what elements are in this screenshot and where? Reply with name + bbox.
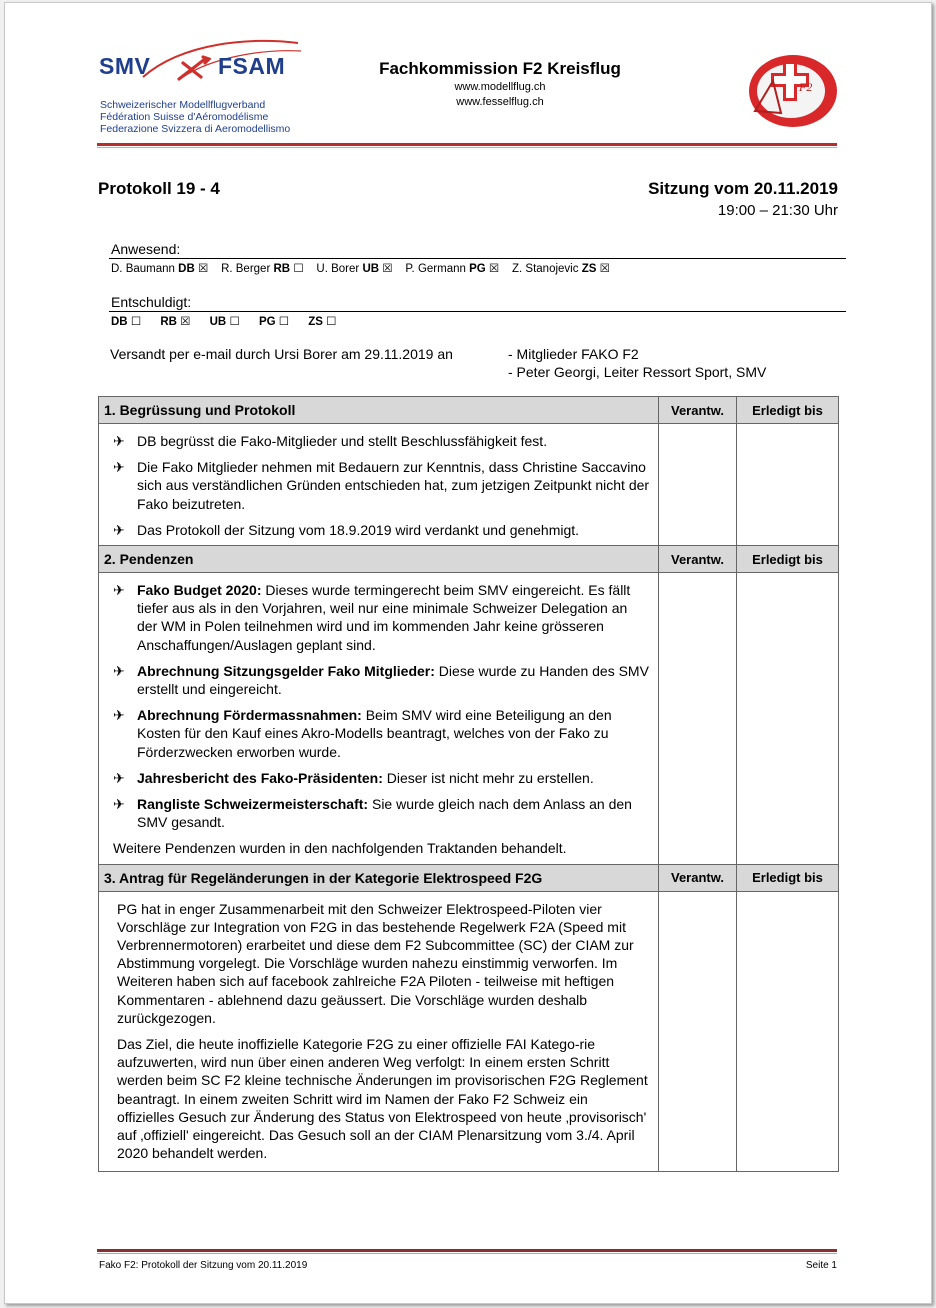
item-text: Das Protokoll der Sitzung vom 18.9.2019 wird verdankt und genehmigt. <box>137 521 580 538</box>
document-page <box>4 2 932 1304</box>
present-checkbox: ☒ <box>599 263 610 275</box>
excused-code: RB <box>160 316 177 328</box>
distribution-recipient: - Peter Georgi, Leiter Ressort Sport, SMV <box>508 364 767 380</box>
airplane-bullet-icon: ✈ <box>113 433 125 449</box>
excused-code: UB <box>209 316 227 328</box>
airplane-bullet-icon: ✈ <box>113 459 125 476</box>
done-by-cell <box>737 573 839 865</box>
fako-f2-logo-icon <box>743 51 839 131</box>
present-checkbox: ☒ <box>488 263 500 275</box>
airplane-logo-icon <box>175 55 211 83</box>
section-title: 1. Begrüssung und Protokoll <box>99 397 659 424</box>
org-name-de: Schweizerischer Modellflugverband <box>100 99 266 111</box>
item-text: Sie wurde gleich nach dem Anlass an den SMV gesandt. <box>137 796 632 831</box>
list-item <box>113 458 650 513</box>
item-text: DB begrüsst die Fako-Mitglieder und stellt Beschlussfähigkeit fest. <box>137 433 548 449</box>
item-text: Diese wurde zu Handen des SMV erstellt und eingereicht. <box>137 662 649 698</box>
present-name: D. Baumann <box>111 263 175 275</box>
meeting-time: 19:00 – 21:30 Uhr <box>717 202 838 219</box>
present-checkbox: ☒ <box>382 263 393 275</box>
list-item <box>113 581 650 654</box>
list-item <box>113 706 650 761</box>
header-title: Fachkommission F2 Kreisflug <box>379 59 621 78</box>
section-title: 3. Antrag für Regeländerungen in der Kategorie Elektrospeed F2G <box>99 864 659 891</box>
item-text: Dieser ist nicht mehr zu erstellen. <box>382 769 594 786</box>
footer-rule <box>97 1249 837 1252</box>
airplane-bullet-icon: ✈ <box>113 769 125 786</box>
excused-checkbox: ☐ <box>130 316 142 328</box>
present-name: R. Berger <box>221 263 271 275</box>
section-header-row <box>99 546 839 573</box>
section-content <box>99 424 659 546</box>
fsam-logo-text: FSAM <box>218 53 286 79</box>
meeting-date: Sitzung vom 20.11.2019 <box>648 179 838 198</box>
col-responsible: Verantw. <box>659 546 737 573</box>
present-list <box>111 261 610 275</box>
excused-code: ZS <box>308 316 323 328</box>
airplane-bullet-icon: ✈ <box>113 662 125 679</box>
airplane-bullet-icon: ✈ <box>113 796 125 813</box>
section-body-row <box>99 424 839 546</box>
org-name-it: Federazione Svizzera di Aeromodellismo <box>100 123 291 135</box>
header-rule-thin <box>97 147 837 148</box>
excused-label: Entschuldigt: <box>111 294 192 310</box>
col-done-by: Erledigt bis <box>737 864 839 891</box>
section-closing-text: Weitere Pendenzen wurden in den nachfolgenden Traktanden behandelt. <box>113 840 567 857</box>
excused-checkbox: ☐ <box>326 316 337 328</box>
excused-rule <box>109 311 846 312</box>
list-item <box>113 662 650 698</box>
minutes-table <box>98 396 839 1172</box>
protocol-number: Protokoll 19 - 4 <box>98 179 220 198</box>
present-code: UB <box>362 263 380 275</box>
present-rule <box>109 258 846 259</box>
header-rule <box>97 143 837 146</box>
footer-title: Fako F2: Protokoll der Sitzung vom 20.11.2019 <box>99 1260 308 1271</box>
present-code: RB <box>273 263 291 275</box>
excused-list <box>111 314 336 328</box>
header-url-fesselflug: www.fesselflug.ch <box>456 96 544 108</box>
present-code: ZS <box>581 263 597 275</box>
paragraph: Das Ziel, die heute inoffizielle Kategorie F2G zu einer offizielle FAI Katego-rie aufzuwerten, wird nun über einen anderen Weg verfolgt: In einem ersten Schritt werden beim SC F2 kleine technische Änderungen im provisorischen F2G Reglement beantragt. In einem zweiten Schritt wird im Namen der Fako F2 Schweiz ein offizielles Gesuch zur Änderung des Status von Elektrospeed von heute ‚provisorisch' auf ‚offiziell' eingereicht. Das Gesuch soll an der CIAM Plenarsitzung vom 3./4. April 2020 behandelt werden. <box>117 1036 648 1162</box>
paragraph: PG hat in enger Zusammenarbeit mit den Schweizer Elektrospeed-Piloten vier Vorschläge zur Integration von F2G in das bestehende Regelwerk F2A (Speed mit Verbrennermotoren) erarbeitet und diese dem F2 Subcommittee (SC) der CIAM zur Abstimmung vorgelegt. Die Vorschläge wurden nahezu einstimmig verworfen. Im Weiteren haben sich auf facebook zahlreiche F2A Piloten - teilweise mit heftigen Kommentaren - ablehnend dazu geäussert. Die Vorschläge wurden deshalb zurückgezogen. <box>117 900 634 1026</box>
responsible-cell <box>659 573 737 865</box>
section-content <box>99 573 659 865</box>
done-by-cell <box>737 891 839 1171</box>
list-item <box>113 521 650 539</box>
item-text: Die Fako Mitglieder nehmen mit Bedauern zur Kenntnis, dass Christine Saccavino sich aus verständlichen Gründen entschieden hat, zum jetzigen Zeitpunkt nicht der Fako beizutreten. <box>137 459 650 512</box>
fako-logo-label: F2 <box>799 80 813 94</box>
airplane-bullet-icon: ✈ <box>113 707 125 724</box>
airplane-bullet-icon: ✈ <box>113 521 125 538</box>
excused-checkbox: ☐ <box>278 316 290 328</box>
item-heading: Abrechnung Sitzungsgelder Fako Mitglieder: <box>137 662 435 679</box>
section-body-row <box>99 891 839 1171</box>
distribution-text: Versandt per e-mail durch Ursi Borer am 29.11.2019 an <box>110 346 453 362</box>
responsible-cell <box>659 891 737 1171</box>
excused-code: DB <box>111 316 128 328</box>
present-checkbox: ☐ <box>293 263 304 275</box>
section-body-row <box>99 573 839 865</box>
col-done-by: Erledigt bis <box>737 546 839 573</box>
item-text: Beim SMV wird eine Beteiligung an den Kosten für den Kauf eines Akro-Modells beantragt, welches von der Fako zu Förderzwecken erworben wurde. <box>137 707 612 760</box>
list-item <box>113 769 650 787</box>
section-header-row <box>99 864 839 891</box>
section-header-row <box>99 397 839 424</box>
present-label: Anwesend: <box>111 241 181 257</box>
present-name: P. Germann <box>405 263 466 275</box>
present-name: Z. Stanojevic <box>512 263 579 275</box>
item-heading: Fako Budget 2020: <box>137 582 262 599</box>
item-heading: Abrechnung Fördermassnahmen: <box>137 707 362 724</box>
list-item <box>113 795 650 831</box>
present-code: PG <box>469 263 486 275</box>
present-code: DB <box>178 263 195 275</box>
done-by-cell <box>737 424 839 546</box>
col-done-by: Erledigt bis <box>737 397 839 424</box>
present-name: U. Borer <box>316 263 360 275</box>
header-url-modellflug: www.modellflug.ch <box>454 81 546 93</box>
section-content <box>99 891 659 1171</box>
item-heading: Rangliste Schweizermeisterschaft: <box>137 796 369 813</box>
distribution-recipient: - Mitglieder FAKO F2 <box>508 346 639 362</box>
excused-code: PG <box>258 316 276 328</box>
col-responsible: Verantw. <box>659 864 737 891</box>
item-text: Dieses wurde termingerecht beim SMV eingereicht. Es fällt tiefer aus als in den Vorjahren, weil nur eine minimale Schweizer Delegation an der WM in Polen teilnehmen wird und im kommenden Jahr keine grösseren Anschaffungen/Auslagen geplant sind. <box>137 582 631 653</box>
page-number: Seite 1 <box>805 1260 837 1271</box>
col-responsible: Verantw. <box>659 397 737 424</box>
responsible-cell <box>659 424 737 546</box>
present-checkbox: ☒ <box>197 263 209 275</box>
section-title: 2. Pendenzen <box>99 546 659 573</box>
excused-checkbox: ☐ <box>229 316 240 328</box>
excused-checkbox: ☒ <box>180 316 191 328</box>
item-heading: Jahresbericht des Fako-Präsidenten: <box>137 769 383 786</box>
list-item <box>113 432 650 450</box>
airplane-bullet-icon: ✈ <box>113 582 125 599</box>
footer-rule-thin <box>97 1253 837 1254</box>
smv-logo-text: SMV <box>99 53 151 79</box>
org-name-fr: Fédération Suisse d'Aéromodélisme <box>100 111 269 123</box>
